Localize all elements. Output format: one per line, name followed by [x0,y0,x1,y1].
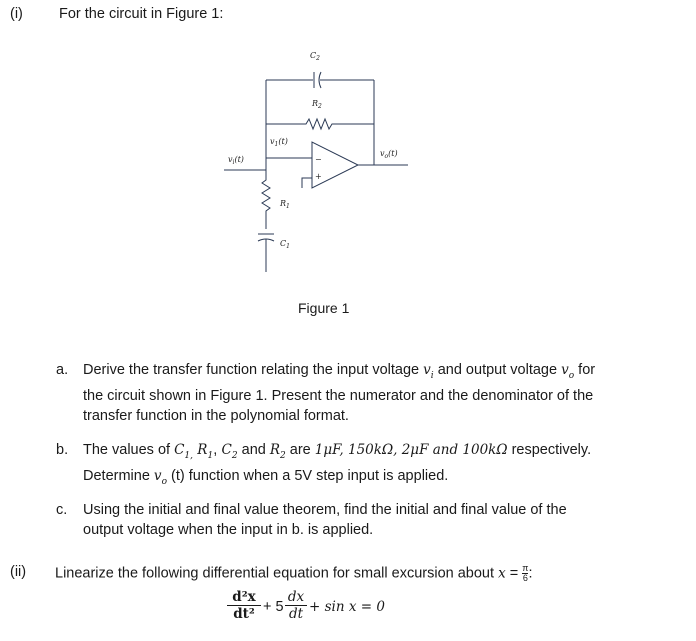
noninverting-input-wire [302,178,312,188]
part-i-label: (i) [10,6,23,22]
r2-resistor [266,119,374,129]
v1-label: $v_1(t)$ [270,137,288,148]
part-ii-text: Linearize the following differential equation for small excursion about x = $\frac{\pi}{6}$ : [55,563,533,583]
item-a-line2: the circuit shown in Figure 1. Present the numerator and the denominator of the [83,387,594,404]
r1-resistor [262,174,270,229]
item-a-line1: Derive the transfer function relating the input voltage $v_i$ and output voltage $v_o$ for [83,362,596,381]
pi-over-6: $\frac{\pi}{6}$ [522,563,529,583]
item-c-line1: Using the initial and final value theorem, find the initial and final value of the [83,502,567,518]
figure-caption: Figure 1 [298,300,350,316]
op-amp-minus: − [315,155,322,164]
eq-rest: + sin x = 0 [309,599,385,615]
output-wire [358,158,408,165]
vo-label: $v_o(t)$ [380,149,398,160]
op-amp-plus: + [315,172,322,181]
item-b-line2: Determine $v_o$ (t) function when a 5V step input is applied. [83,467,449,487]
vi-label: $v_i(t)$ [228,155,244,166]
c2-label: $C_2$ [310,51,320,62]
r2-label: $R_2$ [312,99,322,110]
circuit-diagram [220,40,420,300]
eq-term2: dx dt [285,589,307,622]
item-a-text [83,360,653,426]
part-i-intro: For the circuit in Figure 1: [59,6,224,22]
eq-term1: d²x dt² [227,589,261,622]
item-c-text [83,500,653,540]
item-a-label: a. [56,362,69,378]
part-ii-label: (ii) [10,564,27,580]
r1-label: $R_1$ [280,199,290,210]
c1-label: $C_1$ [280,239,290,250]
item-b-label: b. [56,442,69,458]
item-c-label: c. [56,502,68,518]
item-a-line3: transfer function in the polynomial format. [83,407,349,424]
item-b-text [83,440,653,492]
item-c-line2: output voltage when the input in b. is applied. [83,522,374,538]
op-amp [312,142,358,188]
eq-plus5: + 5 [263,599,284,615]
differential-equation [223,589,413,637]
item-b-line1: The values of $C_{1,}$ $R_1$, $C_2$ and $R_2$ are 1μF, 150kΩ, 2μF and 100kΩ respectively. [83,442,592,461]
